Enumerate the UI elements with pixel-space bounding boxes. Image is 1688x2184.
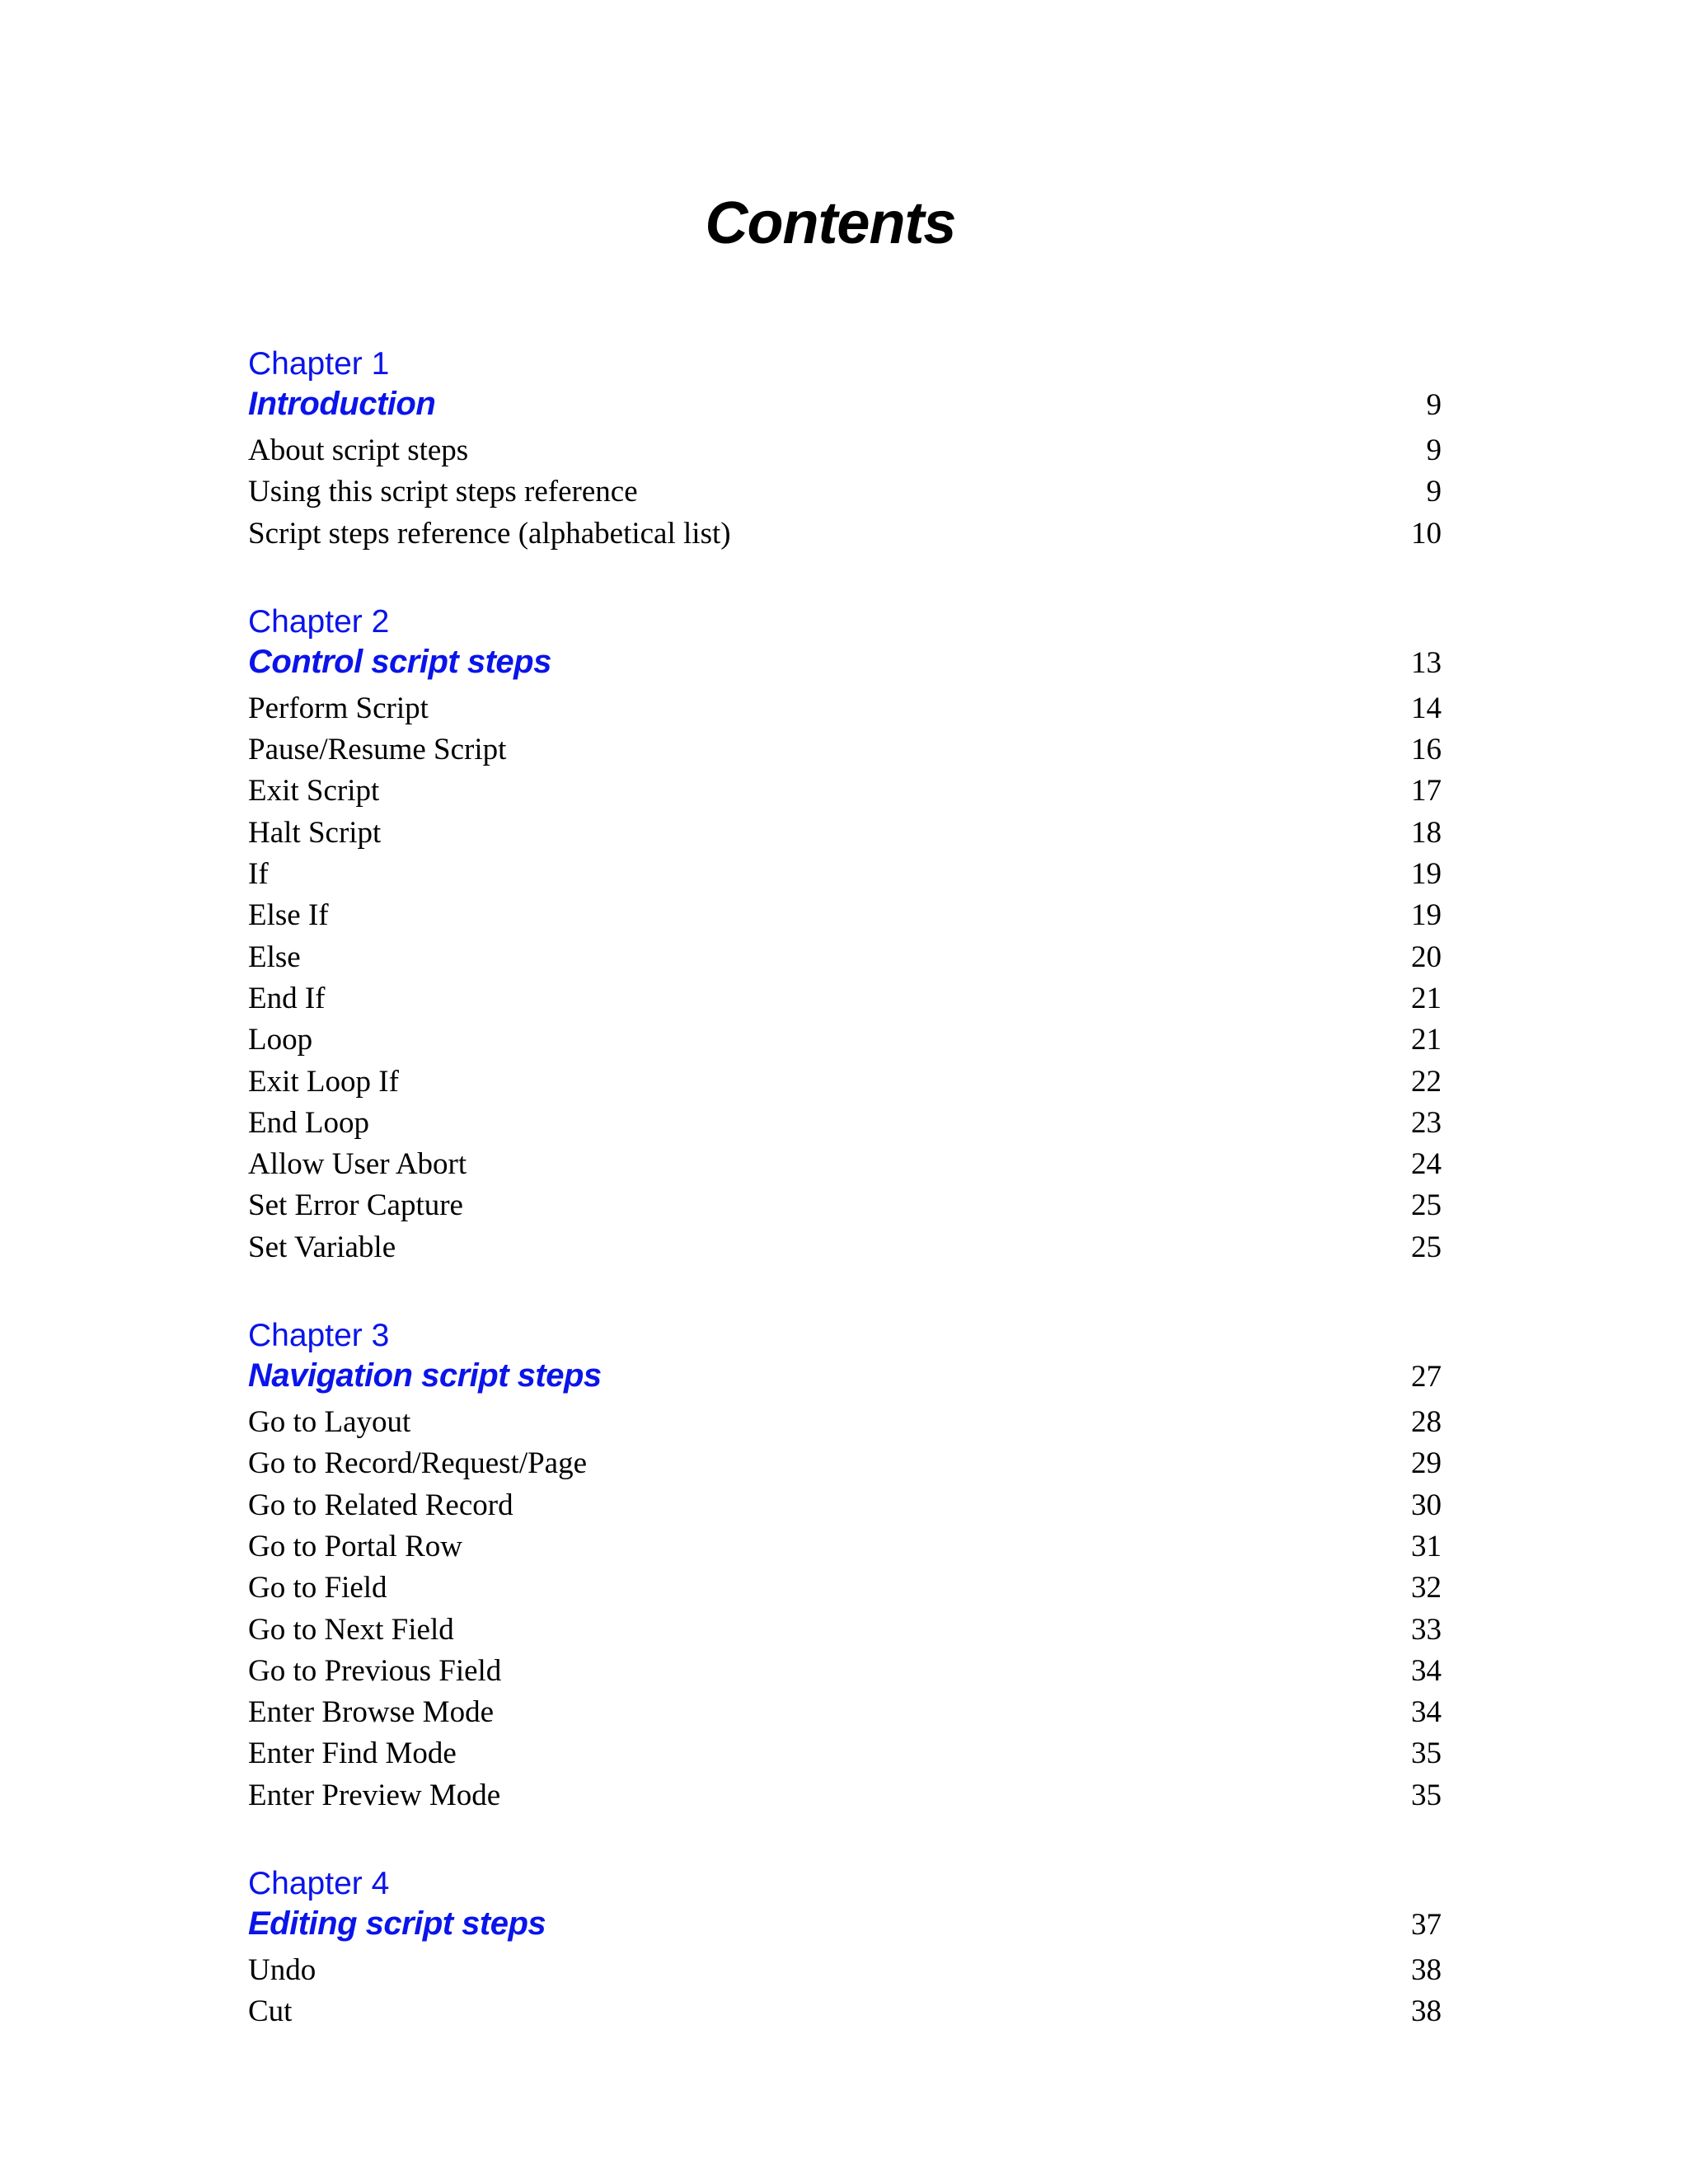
toc-entry[interactable] [248,1526,1442,1568]
toc-entry-page: 30 [1411,1488,1442,1522]
toc-entry-page: 21 [1411,981,1442,1015]
toc-entry-page: 38 [1411,1994,1442,2029]
toc-entry-page: 24 [1411,1147,1442,1182]
toc-entry-label[interactable]: Enter Find Mode [248,1736,457,1771]
toc-entry-label[interactable]: Go to Next Field [248,1612,454,1647]
toc-entry[interactable] [248,513,1442,555]
toc-entry[interactable] [248,1062,1442,1103]
toc-entry-label[interactable]: Exit Script [248,774,380,808]
toc-entry-page: 28 [1411,1405,1442,1440]
toc-entry[interactable] [248,430,1442,471]
chapter-title-row[interactable] [248,1356,1442,1397]
chapter-1-section [248,344,1442,555]
toc-entry-page: 17 [1411,774,1442,808]
toc-entry[interactable] [248,1775,1442,1816]
toc-entry[interactable] [248,1991,1442,2032]
toc-entry-page: 19 [1411,857,1442,892]
toc-entry-page: 25 [1411,1188,1442,1223]
toc-entry-label[interactable]: Go to Layout [248,1405,411,1440]
toc-entry-label[interactable]: About script steps [248,434,469,467]
toc-entry-page: 16 [1411,733,1442,767]
chapter-label[interactable]: Chapter 4 [248,1866,390,1902]
toc-entry-label[interactable]: Allow User Abort [248,1147,467,1182]
toc-entry-label[interactable]: Else If [248,898,329,933]
toc-entry-page: 14 [1411,691,1442,725]
toc-entry-label[interactable]: Go to Previous Field [248,1653,502,1688]
toc-entry-label[interactable]: End Loop [248,1105,369,1140]
toc-entry-page: 35 [1411,1778,1442,1812]
toc-entry[interactable] [248,813,1442,854]
toc-entry[interactable] [248,1185,1442,1226]
chapter-2-section [248,602,1442,1268]
toc-entry-label[interactable]: Enter Browse Mode [248,1695,494,1730]
chapter-title-row[interactable] [248,1904,1442,1945]
chapter-page-number: 37 [1411,1908,1442,1943]
chapter-title-row[interactable] [248,384,1442,425]
toc-entry-page: 31 [1411,1529,1442,1563]
toc-entry-label[interactable]: Using this script steps reference [248,475,638,509]
toc-entry[interactable] [248,688,1442,729]
chapter-3-section [248,1316,1442,1816]
toc-entry[interactable] [248,1402,1442,1443]
toc-entry[interactable] [248,1733,1442,1774]
toc-entry[interactable] [248,1019,1442,1061]
toc-entry-label[interactable]: Pause/Resume Script [248,733,507,767]
toc-entry-page: 29 [1411,1446,1442,1481]
toc-entry-label[interactable]: End If [248,981,326,1015]
toc-entry[interactable] [248,1144,1442,1185]
toc-entry-label[interactable]: Enter Preview Mode [248,1778,501,1812]
toc-entry-page: 18 [1411,815,1442,850]
toc-entry-label[interactable]: Go to Portal Row [248,1529,463,1563]
toc-entry[interactable] [248,1692,1442,1733]
chapter-title[interactable]: Navigation script steps [248,1357,602,1394]
toc-entry-label[interactable]: Go to Related Record [248,1488,513,1522]
chapter-title[interactable]: Control script steps [248,643,551,680]
toc-entry[interactable] [248,729,1442,771]
toc-entry-label[interactable]: Undo [248,1953,316,1988]
toc-entry[interactable] [248,1485,1442,1526]
toc-entry-label[interactable]: Loop [248,1023,313,1057]
toc-entry-page: 35 [1411,1736,1442,1771]
toc-entry-label[interactable]: Perform Script [248,691,429,725]
chapter-title[interactable]: Editing script steps [248,1905,546,1943]
toc-entry-page: 25 [1411,1230,1442,1264]
chapter-page-number: 13 [1411,645,1442,680]
toc-entry-label[interactable]: Go to Record/Request/Page [248,1446,588,1481]
toc-entry-label[interactable]: Cut [248,1994,293,2029]
toc-entry[interactable] [248,1443,1442,1484]
chapter-title-row[interactable] [248,642,1442,683]
toc-entry-label[interactable]: Set Error Capture [248,1188,463,1223]
toc-entry[interactable] [248,1227,1442,1268]
toc-entry-page: 32 [1411,1571,1442,1605]
toc-entry[interactable] [248,1568,1442,1609]
table-of-contents [248,344,1442,2081]
chapter-label[interactable]: Chapter 3 [248,1318,390,1354]
toc-entry-page: 38 [1411,1953,1442,1988]
chapter-label[interactable]: Chapter 2 [248,603,390,640]
toc-entry[interactable] [248,471,1442,513]
toc-entry-label[interactable]: Exit Loop If [248,1064,399,1099]
toc-entry-label[interactable]: Go to Field [248,1571,387,1605]
toc-entry-page: 34 [1411,1695,1442,1730]
toc-entry[interactable] [248,1950,1442,1991]
page-title: Contents [705,190,956,256]
toc-entry-page: 9 [1426,434,1442,467]
toc-entry-page: 21 [1411,1023,1442,1057]
toc-entry-label[interactable]: If [248,857,269,892]
toc-entry-page: 22 [1411,1064,1442,1099]
toc-entry[interactable] [248,854,1442,895]
toc-entry-label[interactable]: Set Variable [248,1230,396,1264]
toc-entry-label[interactable]: Script steps reference (alphabetical list) [248,516,731,551]
toc-entry[interactable] [248,1103,1442,1144]
chapter-page-number: 27 [1411,1360,1442,1394]
toc-entry[interactable] [248,978,1442,1019]
toc-entry-label[interactable]: Halt Script [248,815,382,850]
toc-entry[interactable] [248,1651,1442,1692]
toc-entry-page: 23 [1411,1105,1442,1140]
toc-entry-page: 19 [1411,898,1442,933]
chapter-title[interactable]: Introduction [248,386,436,422]
toc-entry-page: 34 [1411,1653,1442,1688]
toc-entry[interactable] [248,1610,1442,1651]
toc-entry[interactable] [248,771,1442,812]
toc-entry-page: 9 [1426,475,1442,509]
toc-entry-label[interactable]: Else [248,940,301,974]
chapter-page-number: 9 [1426,388,1442,422]
toc-entry-page: 33 [1411,1612,1442,1647]
chapter-label[interactable]: Chapter 1 [248,346,390,382]
toc-entry-page: 20 [1411,940,1442,974]
toc-entry-page: 10 [1411,516,1442,551]
toc-entry[interactable] [248,895,1442,936]
chapter-4-section [248,1864,1442,2033]
toc-entry[interactable] [248,937,1442,978]
